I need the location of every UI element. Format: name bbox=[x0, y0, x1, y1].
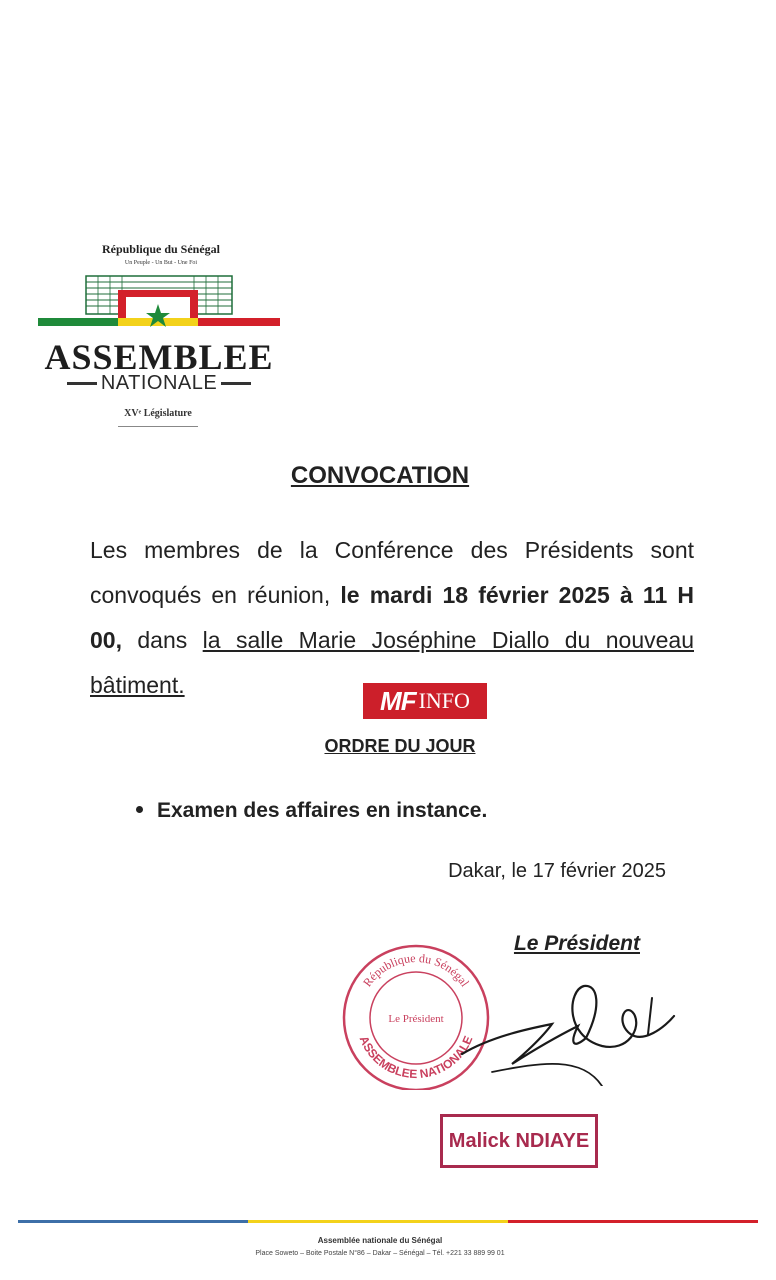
footer-address: Place Soweto – Boite Postale N°86 – Dakar – Sénégal – Tél. +221 33 889 99 01 bbox=[255, 1250, 505, 1257]
legislature-rule bbox=[118, 426, 198, 427]
agenda-item bbox=[136, 799, 596, 823]
signatory-name: Malick NDIAYE bbox=[448, 1129, 590, 1152]
watermark-mf: MF bbox=[380, 685, 416, 716]
para-text-2: dans bbox=[121, 627, 203, 653]
footer-title: Assemblée nationale du Sénégal bbox=[317, 1236, 443, 1245]
watermark-info: INFO bbox=[418, 688, 470, 713]
footer-rule-yellow bbox=[248, 1220, 508, 1223]
legislature-label: XVᵉ Législature bbox=[124, 408, 192, 419]
footer-tricolor-rule bbox=[18, 1220, 758, 1223]
subname-right-rule bbox=[221, 382, 251, 385]
stamp-bottom-text: ASSEMBLEE NATIONALE bbox=[356, 1033, 476, 1082]
assembly-building-logo bbox=[38, 272, 280, 334]
institution-subname-text: NATIONALE bbox=[100, 372, 218, 394]
para-text-1: Les membres de la Conférence des Présidents sont convoqués en réunion, bbox=[90, 537, 694, 608]
bullet-icon bbox=[136, 806, 143, 813]
para-date-bold: le mardi 18 février 2025 à 11 H 00, bbox=[90, 582, 694, 653]
handwritten-signature bbox=[452, 976, 692, 1086]
dateline: Dakar, le 17 février 2025 bbox=[448, 860, 666, 882]
signatory-title: Le Président bbox=[513, 932, 640, 955]
institution-name: ASSEMBLEE bbox=[44, 337, 274, 377]
stamp-top-text: République du Sénégal bbox=[360, 950, 473, 990]
footer-rule-red bbox=[508, 1220, 758, 1223]
stamp-inner-text: Le Président bbox=[388, 1013, 444, 1025]
subname-left-rule bbox=[67, 382, 97, 385]
institution-subname bbox=[36, 372, 282, 395]
republic-motto: Un Peuple - Un But - Une Foi bbox=[124, 260, 198, 266]
footer-rule-blue bbox=[18, 1220, 248, 1223]
document-title: CONVOCATION bbox=[290, 462, 470, 489]
para-location-underline: la salle Marie Joséphine Diallo du nouveau bâtiment. bbox=[90, 627, 694, 698]
agenda-title: ORDRE DU JOUR bbox=[324, 736, 476, 756]
mfinfo-watermark bbox=[363, 683, 487, 719]
signatory-name-box bbox=[440, 1114, 598, 1168]
republic-title: République du Sénégal bbox=[101, 242, 221, 256]
convocation-paragraph bbox=[90, 528, 694, 708]
agenda-item-text: Examen des affaires en instance. bbox=[157, 799, 488, 822]
